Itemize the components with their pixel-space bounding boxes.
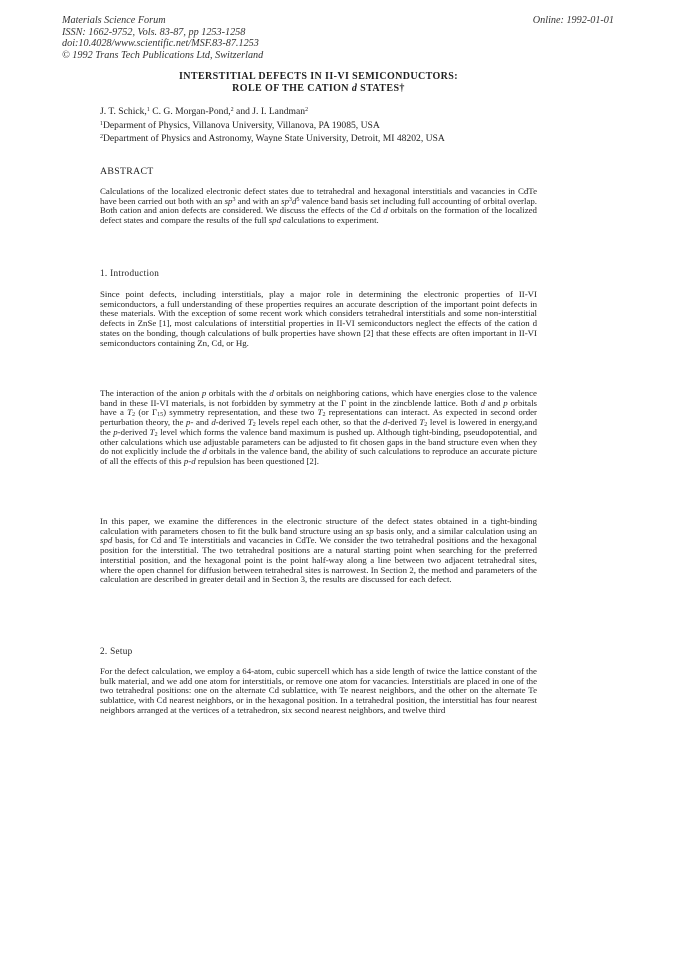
p2-d: d [211,417,216,428]
p2-pd: p-d [183,455,196,466]
p2-seg: orbitals have a [100,397,537,418]
author-list [100,106,308,117]
p2-seg: -derived [117,426,150,437]
title-text: ROLE OF THE CATION [232,83,352,94]
abstract-d: d [383,205,388,216]
affiliation-2-text: Department of Physics and Astronomy, Wayne State University, Detroit, MI 48202, USA [103,133,445,144]
p2-seg: level is lowered in energy,and the [100,417,537,437]
paper-title-line1: INTERSTITIAL DEFECTS IN II-VI SEMICONDUCTORS: [179,71,458,82]
journal-name: Materials Science Forum [62,15,166,26]
p2-p: p [201,388,207,398]
setup-paragraph-1: For the defect calculation, we employ a 64-atom, cubic supercell which has a side length of twice the lattice constant of the bulk material, and we add one atom for interstitials, or remove one atom for vacancies. Interstitials are placed in one of the two tetrahedral positions: one on the alternate Cd sublattice, with Te nearest neighbors, and the other on the alternate Te sublattice, with Cd nearest neighbors, or in the hexagonal position. In a tetrahedral position, the interstitial has four nearest neighbors arranged at the vertices of a tetrahedron, six second nearest neighbors, and twelve third [100,666,537,715]
p2-seg: ) symmetry representation, and these two [163,407,318,418]
p2-d: d [480,397,485,408]
author-1: J. T. Schick, [100,106,147,117]
p2-T: T [149,426,155,437]
p2-seg: level which forms the valence band maximum is pushed up. Although tight-binding, pseudopotential, and other calculations which use adjustable parameters can be adjusted to fit chosen gaps in the band structure even when they do not explicitly include the [100,426,537,457]
doi-line[interactable]: doi:10.4028/www.scientific.net/MSF.83-87.1253 [62,38,259,50]
copyright-line: © 1992 Trans Tech Publications Ltd, Switzerland [62,49,264,61]
p3-sp: sp [365,525,374,536]
abstract-d: d [292,195,297,206]
p2-sub: 2 [252,422,256,429]
title-d: d [351,83,358,94]
abstract-text [100,187,537,226]
affiliation-2-num: 2 [100,134,103,140]
abstract-seg: valence band basis set including full accounting of orbital overlap. Both cation and anion defects are considered. We discuss the effects of the Cd [100,195,538,216]
p2-seg: -derived [387,417,420,428]
abstract-spd: spd [268,215,282,226]
author-3: and J. I. Landman [233,106,306,117]
abstract-sup: 3 [232,196,236,203]
online-date: Online: 1992-01-01 [532,15,614,26]
intro-paragraph-1: Since point defects, including interstitials, play a major role in determining the electronic properties of II-VI semiconductors, a full understanding of these properties requires an accurate description of the important point defects in these materials. With the exception of some recent work which considers tetrahedral interstitials and some non-interstitial defects in ZnSe [1], most calculations of interstitial properties in II-VI semiconductors neglect the effects of the cation d states on the bonding, though calculations of bulk properties have shown [2] that these effects are often important in II-VI semiconductors containing Zn, Cd, or Hg. [100,289,537,348]
intro-paragraph-2 [100,389,537,467]
p2-seg: - and [190,417,212,428]
author-2: C. G. Morgan-Pond, [149,106,231,117]
section-1-heading: 1. Introduction [100,268,160,278]
p3-seg: basis, for Cd and Te interstitials and vacancies in CdTe. We consider the two tetrahedral positions and the hexagonal position for the interstitial. The two tetrahedral positions are a natural starting point when searching for the preferred interstitial position, and the hexagonal point is the point half-way along a line between two adjacent tetrahedral sites, where the open channel for diffusion between tetrahedral sites is narrowest. In Section 2, the method and parameters of the calculation are described in greater detail and in Section 3, the results are discussed for each defect. [100,535,537,585]
p2-p: p [113,426,118,437]
abstract-sp: sp [224,195,233,206]
p3-seg: In this paper, we examine the differences in the electronic structure of the defect states obtained in a tight-binding calculation with parameters chosen to fit the bulk band structure using an [100,516,537,536]
abstract-seg: and with an [235,195,282,206]
abstract-heading: ABSTRACT [100,166,154,177]
p2-d: d [382,417,388,428]
p2-sub: 2 [132,412,136,419]
affiliation-1-text: Deparment of Physics, Villanova University, Villanova, PA 19085, USA [103,120,380,131]
section-2-heading: 2. Setup [100,646,133,656]
author-3-affil: 2 [305,107,309,113]
affiliation-1 [100,120,380,131]
p2-seg: The interaction of the anion [100,388,202,398]
p2-seg: representations can interact. As expected in second order perturbation theory, the [100,407,537,428]
p2-seg: repulsion has been questioned [2]. [195,455,319,466]
p2-sub: 2 [154,431,158,438]
p2-seg: and [485,397,504,408]
abstract-seg: orbitals on the formation of the localized defect states and compare the results of the full [100,205,537,226]
intro-paragraph-3 [100,517,537,585]
p2-sub: 2 [322,412,326,419]
p2-seg: orbitals in the valence band, the ability of such calculations to reproduce an accurate picture of all the effects of this [100,446,537,466]
p2-seg: orbitals with the [206,388,270,398]
p3-seg: basis only, and a similar calculation using an [373,525,538,536]
p3-spd: spd [100,535,113,546]
abstract-seg: Calculations of the localized electronic defect states due to tetrahedral and hexagonal interstitials and vacancies in CdTe have been carried out both with an [100,186,537,206]
title-text-end: STATES† [357,83,405,94]
p2-T: T [247,417,253,428]
author-2-affil: 2 [230,107,234,113]
issn-line: ISSN: 1662-9752, Vols. 83-87, pp 1253-1258 [62,26,246,38]
p2-seg: (or Γ [135,407,158,418]
p2-seg: orbitals on neighboring cations, which have energies close to the valence band in these II-VI materials, is not forbidden by symmetry at the Γ point in the zincblende lattice. Both [100,388,537,408]
p2-seg: levels repel each other, so that the [255,417,383,428]
p2-seg: -derived [215,417,248,428]
p2-p: p [186,417,191,428]
paper-title-line2 [100,83,537,95]
p2-T: T [317,407,323,418]
publication-header [62,15,263,61]
abstract-sp: sp [281,195,290,206]
affiliation-2 [100,133,445,144]
p2-T: T [127,407,133,418]
abstract-sup: 5 [296,196,300,203]
author-1-affil: 1 [146,107,150,113]
p2-T: T [419,417,425,428]
p2-d: d [269,388,274,398]
p2-p: p [503,397,508,408]
p2-sub: 2 [424,422,428,429]
abstract-seg: calculations to experiment. [281,215,379,226]
affiliation-1-num: 1 [100,121,103,127]
p2-sub: 15 [157,412,164,419]
abstract-sup: 3 [289,196,293,203]
p2-d: d [202,446,207,457]
